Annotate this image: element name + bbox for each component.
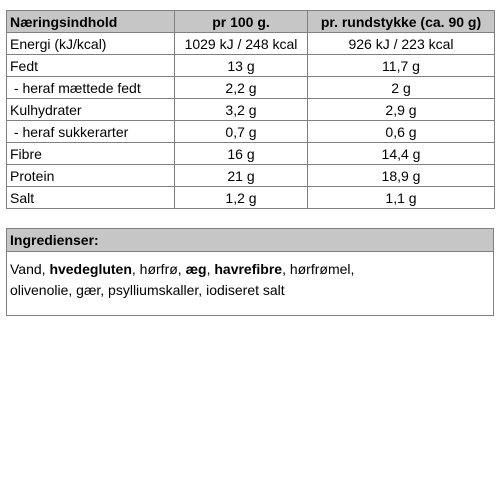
- nutrition-header-row: [7, 11, 495, 33]
- table-row: [7, 143, 495, 165]
- value-per-unit: 2,9 g: [308, 99, 495, 121]
- nutrient-label: Energi (kJ/kcal): [7, 33, 175, 55]
- value-per-unit: 18,9 g: [308, 165, 495, 187]
- value-per-100g: 1,2 g: [175, 187, 308, 209]
- table-row: [7, 187, 495, 209]
- allergen-segment: hvedegluten: [49, 261, 132, 277]
- value-per-100g: 1029 kJ / 248 kcal: [175, 33, 308, 55]
- allergen-segment: havrefibre: [214, 261, 283, 277]
- table-row: [7, 55, 495, 77]
- header-nutrient: Næringsindhold: [7, 11, 175, 33]
- ingredient-segment: Vand,: [10, 261, 50, 277]
- value-per-100g: 0,7 g: [175, 121, 308, 143]
- ingredient-segment: ,: [206, 261, 215, 277]
- header-per-100g: pr 100 g.: [175, 11, 308, 33]
- value-per-100g: 16 g: [175, 143, 308, 165]
- value-per-unit: 0,6 g: [308, 121, 495, 143]
- nutrient-label: Protein: [7, 165, 175, 187]
- ingredients-title: Ingredienser:: [7, 229, 493, 252]
- value-per-unit: 926 kJ / 223 kcal: [308, 33, 495, 55]
- ingredient-segment: , hørfrø,: [131, 261, 186, 277]
- table-row: [7, 99, 495, 121]
- value-per-100g: 2,2 g: [175, 77, 308, 99]
- table-row: [7, 165, 495, 187]
- nutrition-table: [6, 10, 495, 209]
- value-per-unit: 2 g: [308, 77, 495, 99]
- header-per-unit: pr. rundstykke (ca. 90 g): [308, 11, 495, 33]
- nutrient-label: - heraf sukkerarter: [7, 121, 175, 143]
- value-per-unit: 14,4 g: [308, 143, 495, 165]
- nutrient-label: - heraf mættede fedt: [7, 77, 175, 99]
- allergen-segment: æg: [185, 261, 207, 277]
- table-row: [7, 33, 495, 55]
- nutrient-label: Fibre: [7, 143, 175, 165]
- nutrient-label: Salt: [7, 187, 175, 209]
- ingredients-box: [6, 228, 494, 316]
- value-per-100g: 3,2 g: [175, 99, 308, 121]
- ingredient-segment: olivenolie, gær, psylliumskaller, iodiseret salt: [10, 282, 285, 298]
- nutrient-label: Fedt: [7, 55, 175, 77]
- value-per-unit: 1,1 g: [308, 187, 495, 209]
- table-row: [7, 121, 495, 143]
- value-per-100g: 21 g: [175, 165, 308, 187]
- value-per-100g: 13 g: [175, 55, 308, 77]
- table-row: [7, 77, 495, 99]
- nutrient-label: Kulhydrater: [7, 99, 175, 121]
- ingredient-segment: , hørfrømel,: [282, 261, 355, 277]
- ingredients-text: [7, 252, 493, 315]
- value-per-unit: 11,7 g: [308, 55, 495, 77]
